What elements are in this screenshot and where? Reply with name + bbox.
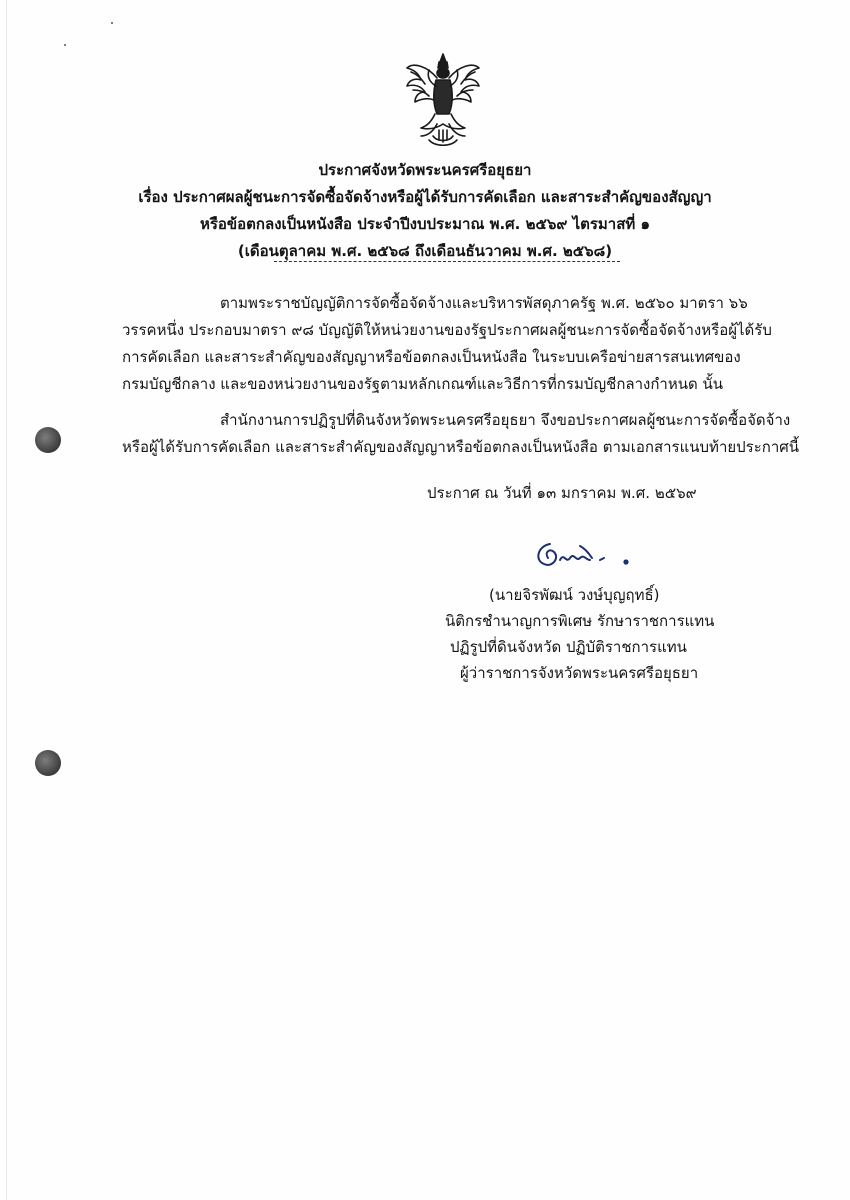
paragraph-1-line: กรมบัญชีกลาง และของหน่วยงานของรัฐตามหลักเกณฑ์และวิธีการที่กรมบัญชีกลางกำหนด นั้น <box>122 375 724 393</box>
heading-divider <box>274 261 620 262</box>
paragraph-1-line: การคัดเลือก และสาระสำคัญของสัญญาหรือข้อตกลงเป็นหนังสือ ในระบบเครือข่ายสารสนเทศของ <box>122 348 741 366</box>
paragraph-1-line: วรรคหนึ่ง ประกอบมาตรา ๙๘ บัญญัติให้หน่วยงานของรัฐประกาศผลผู้ชนะการจัดซื้อจัดจ้างหรือผู้ได้รับ <box>122 321 772 339</box>
scan-speck <box>64 44 66 46</box>
announcement-period: (เดือนตุลาคม พ.ศ. ๒๕๖๘ ถึงเดือนธันวาคม พ.ศ. ๒๕๖๘) <box>237 242 613 260</box>
signatory-title: ผู้ว่าราชการจังหวัดพระนครศรีอยุธยา <box>460 664 699 682</box>
announcement-subject: เรื่อง ประกาศผลผู้ชนะการจัดซื้อจัดจ้างหรือผู้ได้รับการคัดเลือก และสาระสำคัญของสัญญา <box>138 188 712 206</box>
signatory-title: ปฏิรูปที่ดินจังหวัด ปฏิบัติราชการแทน <box>450 638 687 656</box>
punch-hole <box>35 750 61 776</box>
paragraph-2-line: สำนักงานการปฏิรูปที่ดินจังหวัดพระนครศรีอยุธยา จึงขอประกาศผลผู้ชนะการจัดซื้อจัดจ้าง <box>220 411 791 429</box>
handwritten-signature-icon <box>530 538 640 574</box>
punch-hole <box>35 427 61 453</box>
signatory-title: นิติกรชำนาญการพิเศษ รักษาราชการแทน <box>445 612 715 630</box>
scan-speck <box>111 22 113 24</box>
announcement-title: ประกาศจังหวัดพระนครศรีอยุธยา <box>318 161 532 179</box>
announcement-date: ประกาศ ณ วันที่ ๑๓ มกราคม พ.ศ. ๒๕๖๙ <box>427 484 697 502</box>
signatory-name: (นายจิรพัฒน์ วงษ์บุญฤทธิ์) <box>489 586 660 604</box>
garuda-emblem-icon <box>403 52 483 148</box>
announcement-subject-cont: หรือข้อตกลงเป็นหนังสือ ประจำปีงบประมาณ พ.ศ. ๒๕๖๙ ไตรมาสที่ ๑ <box>199 215 651 233</box>
paragraph-2-line: หรือผู้ได้รับการคัดเลือก และสาระสำคัญของสัญญาหรือข้อตกลงเป็นหนังสือ ตามเอกสารแนบท้ายประกาศนี้ <box>122 438 800 456</box>
paragraph-1-line: ตามพระราชบัญญัติการจัดซื้อจัดจ้างและบริหารพัสดุภาครัฐ พ.ศ. ๒๕๖๐ มาตรา ๖๖ <box>220 294 748 312</box>
